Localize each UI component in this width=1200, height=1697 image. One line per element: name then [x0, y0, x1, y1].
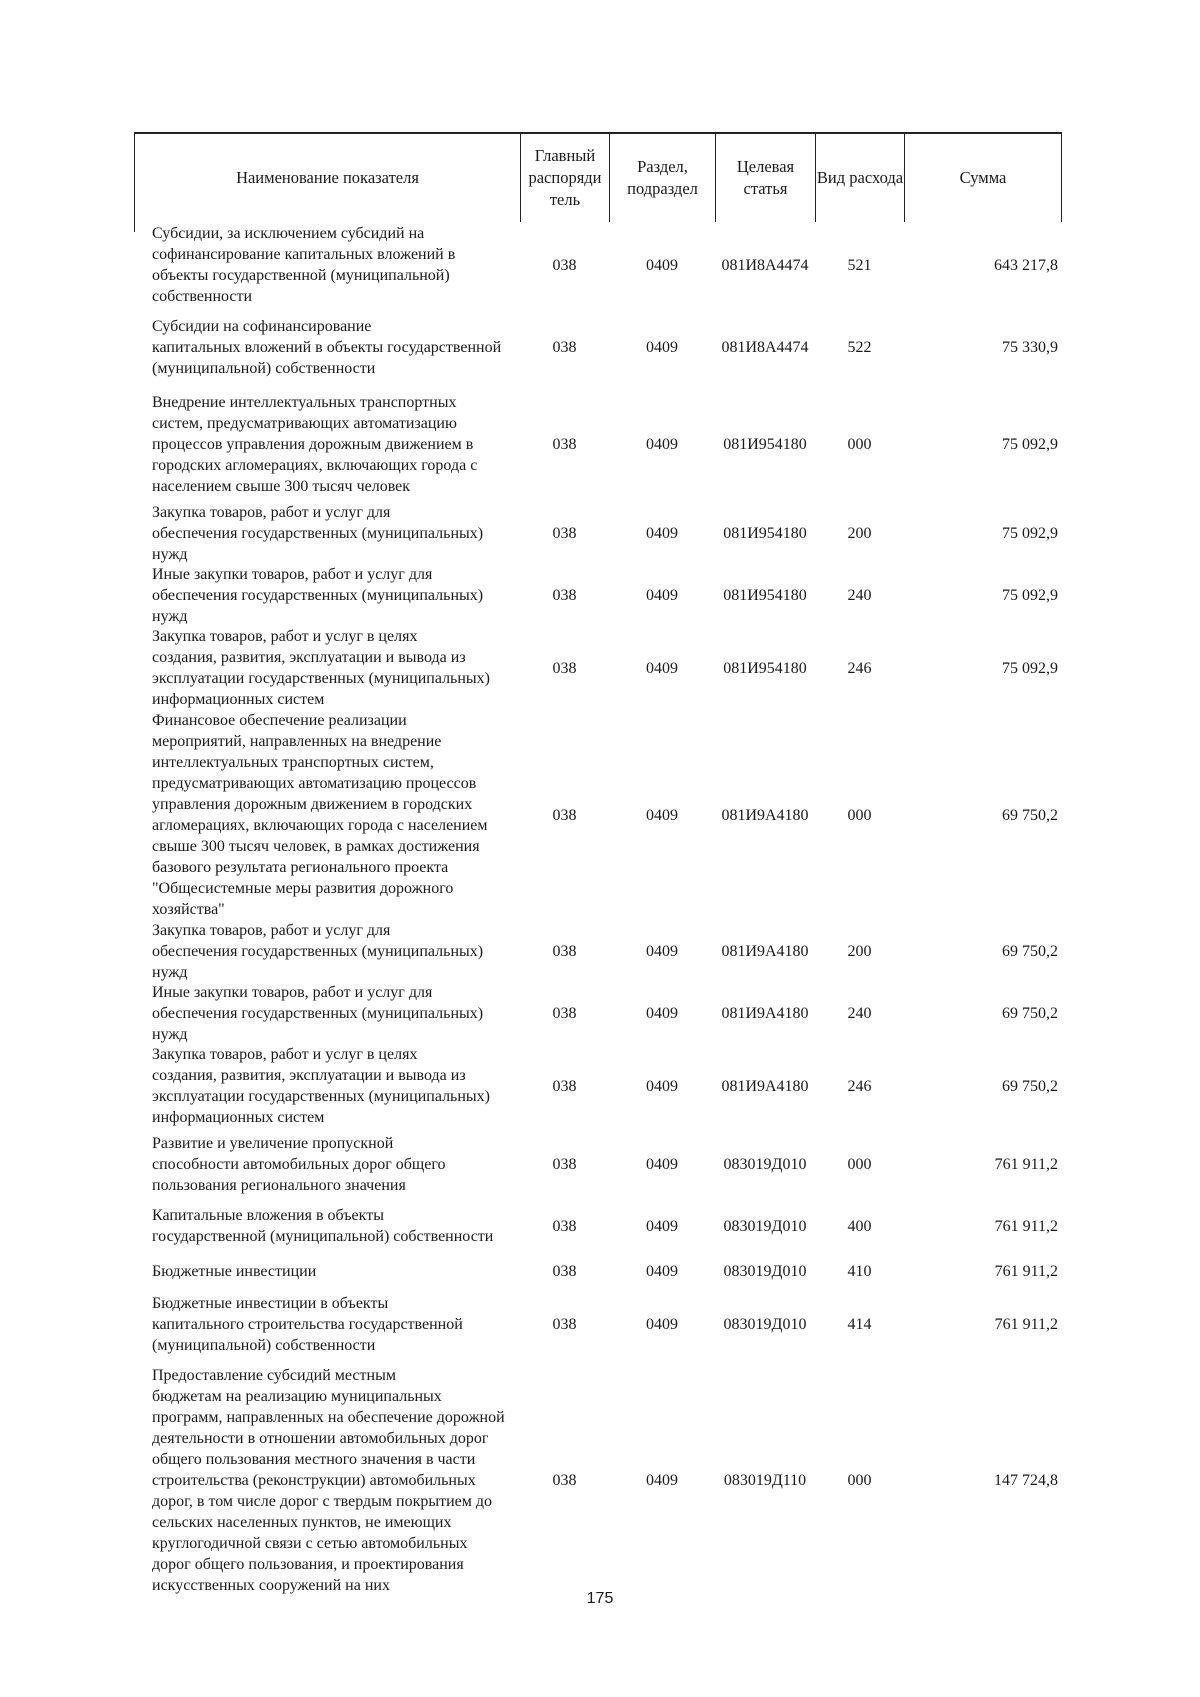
row-target-article: 081И9А4180 — [721, 942, 809, 960]
row-expense-kind: 522 — [847, 338, 872, 356]
row-name: Капитальные вложения в объекты государственной (муниципальной) собственности — [152, 1207, 494, 1245]
budget-table — [134, 132, 1062, 1602]
row-main-manager: 038 — [552, 942, 577, 960]
row-target-article: 083019Д110 — [723, 1471, 807, 1489]
table-row — [134, 710, 1062, 920]
row-main-manager: 038 — [552, 256, 577, 274]
row-name: Субсидии, за исключением субсидий на софинансирование капитальных вложений в объекты государственной (муниципальной) собственности — [152, 225, 456, 305]
table-row — [134, 308, 1062, 386]
row-main-manager: 038 — [552, 586, 577, 604]
table-row — [134, 1200, 1062, 1252]
row-main-manager: 038 — [552, 659, 577, 677]
row-main-manager: 038 — [552, 1262, 577, 1280]
row-name: Развитие и увеличение пропускной способности автомобильных дорог общего пользования регионального значения — [152, 1134, 446, 1194]
row-name: Закупка товаров, работ и услуг для обеспечения государственных (муниципальных) нужд — [152, 503, 484, 563]
row-name: Субсидии на софинансирование капитальных вложений в объекты государственной (муниципальной) собственности — [152, 317, 502, 377]
table-row — [134, 386, 1062, 502]
row-main-manager: 038 — [552, 1471, 577, 1489]
row-expense-kind: 000 — [847, 1471, 872, 1489]
row-target-article: 083019Д010 — [723, 1155, 807, 1173]
header-main-manager: Главный распоряди тель — [520, 134, 609, 222]
row-sum: 75 092,9 — [1002, 586, 1058, 604]
row-expense-kind: 246 — [847, 659, 872, 677]
row-section: 0409 — [646, 1217, 678, 1235]
row-name: Финансовое обеспечение реализации мероприятий, направленных на внедрение интеллектуальных транспортных систем, предусматривающих автоматизацию процессов управления дорожным движением в городских агломерациях, включающих города с населением свыше 300 тысяч человек, в рамках достижения базового результата регионального проекта "Общесистемные меры развития дорожного хозяйства" — [152, 712, 488, 918]
row-section: 0409 — [646, 1004, 678, 1022]
table-row — [134, 1358, 1062, 1602]
table-row — [134, 626, 1062, 710]
row-target-article: 081И9А4180 — [721, 806, 809, 824]
table-row — [134, 1044, 1062, 1128]
row-expense-kind: 000 — [847, 1155, 872, 1173]
row-expense-kind: 410 — [847, 1262, 872, 1280]
row-section: 0409 — [646, 806, 678, 824]
row-sum: 69 750,2 — [1002, 1077, 1058, 1095]
row-sum: 761 911,2 — [994, 1262, 1058, 1280]
row-section: 0409 — [646, 1315, 678, 1333]
row-expense-kind: 240 — [847, 586, 872, 604]
row-target-article: 083019Д010 — [723, 1217, 807, 1235]
row-section: 0409 — [646, 586, 678, 604]
row-target-article: 083019Д010 — [723, 1262, 807, 1280]
row-target-article: 081И954180 — [723, 435, 807, 453]
row-main-manager: 038 — [552, 1004, 577, 1022]
row-main-manager: 038 — [552, 524, 577, 542]
header-name: Наименование показателя — [134, 134, 520, 222]
row-expense-kind: 200 — [847, 942, 872, 960]
table-row — [134, 1252, 1062, 1290]
row-target-article: 081И9А4180 — [721, 1077, 809, 1095]
row-sum: 69 750,2 — [1002, 942, 1058, 960]
row-expense-kind: 000 — [847, 435, 872, 453]
header-expense-kind: Вид расхода — [815, 134, 904, 222]
row-main-manager: 038 — [552, 1077, 577, 1095]
row-target-article: 081И954180 — [723, 586, 807, 604]
table-row — [134, 1128, 1062, 1200]
row-sum: 69 750,2 — [1002, 806, 1058, 824]
header-section: Раздел, подраздел — [609, 134, 715, 222]
row-section: 0409 — [646, 1077, 678, 1095]
row-name: Иные закупки товаров, работ и услуг для обеспечения государственных (муниципальных) нужд — [152, 983, 484, 1043]
row-section: 0409 — [646, 256, 678, 274]
row-main-manager: 038 — [552, 1155, 577, 1173]
row-section: 0409 — [646, 338, 678, 356]
table-row — [134, 920, 1062, 982]
row-target-article: 083019Д010 — [723, 1315, 807, 1333]
left-rule — [134, 222, 135, 232]
table-row — [134, 564, 1062, 626]
row-section: 0409 — [646, 1471, 678, 1489]
table-body — [134, 222, 1062, 1602]
row-expense-kind: 521 — [847, 256, 872, 274]
row-sum: 761 911,2 — [994, 1217, 1058, 1235]
table-header — [134, 132, 1062, 222]
row-name: Закупка товаров, работ и услуг в целях создания, развития, эксплуатации и вывода из эксплуатации государственных (муниципальных) информационных систем — [152, 1046, 490, 1126]
row-expense-kind: 000 — [847, 806, 872, 824]
row-sum: 75 092,9 — [1002, 524, 1058, 542]
row-section: 0409 — [646, 659, 678, 677]
row-sum: 147 724,8 — [994, 1471, 1058, 1489]
row-main-manager: 038 — [552, 1217, 577, 1235]
row-sum: 75 092,9 — [1002, 435, 1058, 453]
row-main-manager: 038 — [552, 806, 577, 824]
row-main-manager: 038 — [552, 435, 577, 453]
row-name: Иные закупки товаров, работ и услуг для обеспечения государственных (муниципальных) нужд — [152, 565, 484, 625]
row-sum: 69 750,2 — [1002, 1004, 1058, 1022]
row-section: 0409 — [646, 1262, 678, 1280]
row-section: 0409 — [646, 435, 678, 453]
row-sum: 643 217,8 — [994, 256, 1058, 274]
row-expense-kind: 414 — [847, 1315, 872, 1333]
header-sum: Сумма — [904, 134, 1062, 222]
row-main-manager: 038 — [552, 1315, 577, 1333]
page-number: 175 — [586, 1590, 614, 1607]
row-name: Бюджетные инвестиции — [152, 1262, 317, 1280]
row-name: Закупка товаров, работ и услуг в целях создания, развития, эксплуатации и вывода из эксплуатации государственных (муниципальных) информационных систем — [152, 628, 490, 708]
row-expense-kind: 400 — [847, 1217, 872, 1235]
row-sum: 75 092,9 — [1002, 659, 1058, 677]
row-section: 0409 — [646, 1155, 678, 1173]
row-target-article: 081И954180 — [723, 524, 807, 542]
row-section: 0409 — [646, 942, 678, 960]
row-target-article: 081И8А4474 — [721, 256, 809, 274]
row-name: Закупка товаров, работ и услуг для обеспечения государственных (муниципальных) нужд — [152, 921, 484, 981]
row-sum: 761 911,2 — [994, 1315, 1058, 1333]
row-name: Предоставление субсидий местным бюджетам на реализацию муниципальных программ, направленных на обеспечение дорожной деятельности в отношении автомобильных дорог общего пользования местного значения в части строительства (реконструкции) автомобильных дорог, в том числе дорог с твердым покрытием до сельских населенных пунктов, не имеющих круглогодичной связи с сетью автомобильных дорог общего пользования, и проектирования искусственных сооружений на них — [152, 1366, 505, 1594]
header-target-article: Целевая статья — [715, 134, 815, 222]
row-target-article: 081И954180 — [723, 659, 807, 677]
row-section: 0409 — [646, 524, 678, 542]
row-name: Бюджетные инвестиции в объекты капитального строительства государственной (муниципальной) собственности — [152, 1294, 463, 1354]
row-target-article: 081И8А4474 — [721, 338, 809, 356]
row-name: Внедрение интеллектуальных транспортных систем, предусматривающих автоматизацию процессов управления дорожным движением в городских агломерациях, включающих города с населением свыше 300 тысяч человек — [152, 393, 478, 495]
row-expense-kind: 240 — [847, 1004, 872, 1022]
row-sum: 761 911,2 — [994, 1155, 1058, 1173]
row-expense-kind: 200 — [847, 524, 872, 542]
table-row — [134, 982, 1062, 1044]
row-expense-kind: 246 — [847, 1077, 872, 1095]
row-target-article: 081И9А4180 — [721, 1004, 809, 1022]
table-row — [134, 222, 1062, 308]
table-row — [134, 1290, 1062, 1358]
row-main-manager: 038 — [552, 338, 577, 356]
row-sum: 75 330,9 — [1002, 338, 1058, 356]
table-row — [134, 502, 1062, 564]
